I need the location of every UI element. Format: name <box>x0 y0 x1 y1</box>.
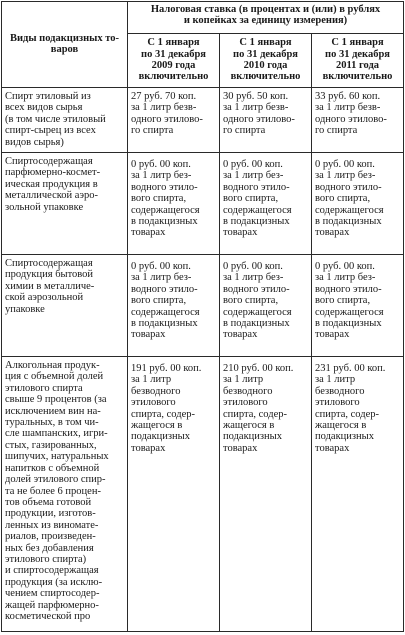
rate-cell: 210 руб. 00 коп. за 1 литр безводного этилового спирта, содер- жащегося в подакцизных товарах <box>220 357 312 632</box>
rate-cell: 27 руб. 70 коп. за 1 литр безв- одного этилово- го спирта <box>128 88 220 153</box>
table-row <box>2 255 404 357</box>
goods-cell: Спиртосодержащая парфюмерно-космет- ическая продукция в металлической аэро- зольной упаковке <box>2 153 128 255</box>
rate-cell: 0 руб. 00 коп. за 1 литр без- водного этило- вого спирта, содержащегося в подакцизных товарах <box>128 255 220 357</box>
goods-column-header: Виды подакцизных то- варов <box>2 2 128 88</box>
goods-cell: Спиртосодержащая продукция бытовой химии в металличе- ской аэрозольной упаковке <box>2 255 128 357</box>
rate-cell: 0 руб. 00 коп. за 1 литр без- водного этило- вого спирта, содержащегося в подакцизных товарах <box>312 255 404 357</box>
goods-cell: Спирт этиловый из всех видов сырья (в том числе этиловый спирт-сырец из всех видов сырья) <box>2 88 128 153</box>
table-row <box>2 357 404 632</box>
rate-cell: 191 руб. 00 коп. за 1 литр безводного этилового спирта, содер- жащегося в подакцизных товарах <box>128 357 220 632</box>
tax-rate-header: Налоговая ставка (в процентах и (или) в рублях и копейках за единицу измерения) <box>128 2 404 34</box>
period-2009-header: С 1 января по 31 декабря 2009 года включительно <box>128 34 220 88</box>
table-row <box>2 153 404 255</box>
rate-cell: 0 руб. 00 коп. за 1 литр без- водного этило- вого спирта, содержащегося в подакцизных товарах <box>220 255 312 357</box>
rate-cell: 33 руб. 60 коп. за 1 литр безв- одного этилово- го спирта <box>312 88 404 153</box>
rate-cell: 30 руб. 50 коп. за 1 литр безв- одного этилово- го спирта <box>220 88 312 153</box>
rate-cell: 0 руб. 00 коп. за 1 литр без- водного этило- вого спирта, содержащегося в подакцизных товарах <box>312 153 404 255</box>
period-2011-header: С 1 января по 31 декабря 2011 года включительно <box>312 34 404 88</box>
rate-cell: 231 руб. 00 коп. за 1 литр безводного этилового спирта, содер- жащегося в подакцизных товарах <box>312 357 404 632</box>
table-row <box>2 88 404 153</box>
header-row <box>2 2 404 34</box>
excise-tax-table <box>1 1 404 632</box>
rate-cell: 0 руб. 00 коп. за 1 литр без- водного этило- вого спирта, содержащегося в подакцизных товарах <box>128 153 220 255</box>
goods-cell: Алкогольная продук- ция с объемной долей этилового спирта свыше 9 процентов (за исключением вин на- туральных, в том чи- сле шампанских, игри- стых, газированных, шипучих, натуральных напитков с объемной долей этилового спир- та не более 6 процен- тов объема готовой продукции, изготов- ленных из виномате- риалов, произведен- ных без добавления этилового спирта) и спиртосодержащая продукция (за исклю- чением спиртосодер- жащей парфюмерно- косметической про <box>2 357 128 632</box>
rate-cell: 0 руб. 00 коп. за 1 литр без- водного этило- вого спирта, содержащегося в подакцизных товарах <box>220 153 312 255</box>
period-2010-header: С 1 января по 31 декабря 2010 года включительно <box>220 34 312 88</box>
